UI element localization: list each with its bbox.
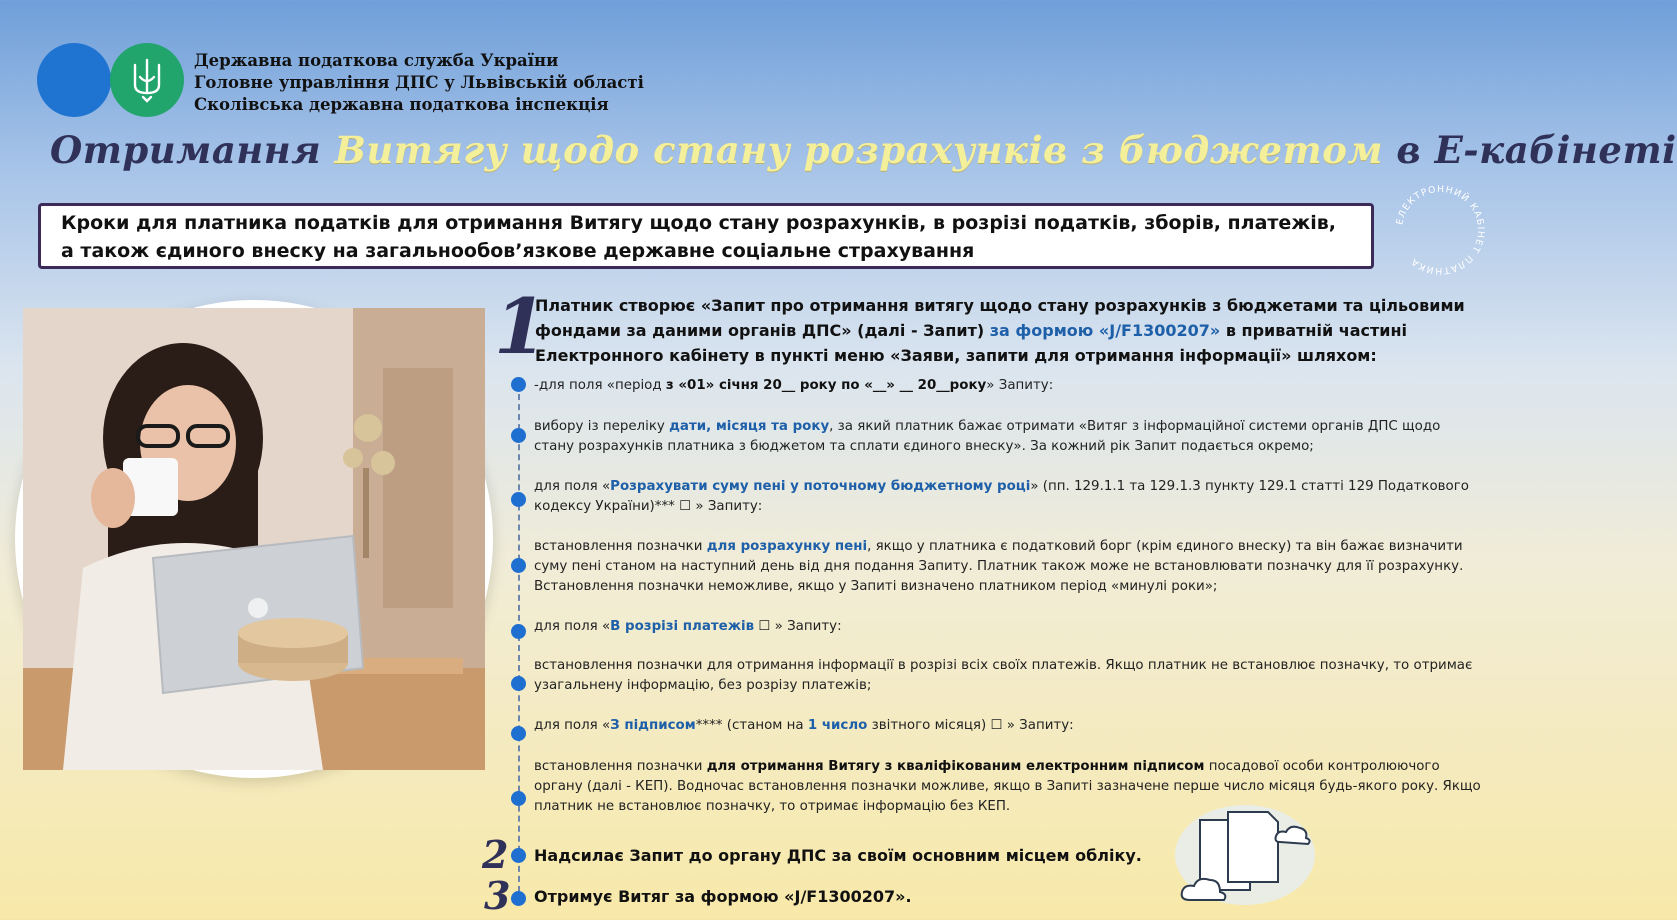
stamp-text: ЕЛЕКТРОННИЙ КАБІНЕТ ПЛАТНИКА bbox=[1394, 183, 1487, 277]
bullet-4-b: для розрахунку пені bbox=[706, 539, 868, 554]
form-link[interactable]: за формою «J/F1300207» bbox=[989, 321, 1221, 340]
step-number-1: 1 bbox=[494, 282, 547, 371]
trident-logo bbox=[110, 43, 184, 117]
timeline-dot bbox=[511, 428, 526, 443]
bullet-signature-mark bbox=[534, 757, 1484, 817]
documents-cloud-icon bbox=[1170, 800, 1320, 910]
bullet-2-c: , за який платник бажає отримати «Витяг з інформаційної системи органів ДПС щодо стану розрахунків платника з бюджетом та сплати єдиного внеску». За кожний рік Запит подається окремо; bbox=[534, 419, 1441, 454]
timeline-dot bbox=[511, 791, 526, 806]
bullet-7-c: **** (станом на bbox=[695, 718, 808, 733]
bullet-5-b: В розрізі платежів bbox=[610, 619, 755, 634]
step-number-2: 2 bbox=[482, 832, 509, 877]
timeline-dot bbox=[511, 848, 526, 863]
bullet-8-a: встановлення позначки bbox=[534, 759, 707, 774]
dps-logo-blue-circle bbox=[37, 43, 111, 117]
e-cabinet-stamp bbox=[1390, 180, 1490, 280]
bullet-signature-field bbox=[534, 716, 1484, 736]
timeline-dot bbox=[511, 377, 526, 392]
bullet-3-b: Розрахувати суму пені у поточному бюджетному році bbox=[610, 479, 1031, 494]
timeline-dot bbox=[511, 558, 526, 573]
step-2-text: Надсилає Запит до органу ДПС за своїм основним місцем обліку. bbox=[534, 846, 1142, 865]
timeline-dot bbox=[511, 676, 526, 691]
bullet-payments-mark: встановлення позначки для отримання інформації в розрізі всіх своїх платежів. Якщо платник не встановлює позначку, то отримає узагальнену інформацію, без розрізу платежів; bbox=[534, 658, 1473, 693]
bullet-5-c: ☐ » Запиту: bbox=[754, 619, 842, 634]
bullet-1-a: -для поля «період bbox=[534, 378, 666, 393]
title-highlight: Витягу щодо стану розрахунків з бюджетом bbox=[334, 128, 1384, 172]
org-line-3: Сколівська державна податкова інспекція bbox=[194, 95, 609, 114]
organization-names bbox=[194, 50, 644, 116]
bullet-4-c: , якщо у платника є податковий борг (крім єдиного внеску) та він бажає визначити суму пені станом на наступний день від дня подання Запиту. Платник також може не встановлювати позначку для її розрахунку. Встановлення позначки неможливе, якщо у Запиті визначено платником період «минулі роки»; bbox=[534, 539, 1464, 594]
bullet-payments-field bbox=[534, 617, 1484, 637]
bullet-period-field bbox=[534, 376, 1484, 396]
bullet-date-select bbox=[534, 417, 1484, 457]
bullet-penalty-field bbox=[534, 477, 1484, 517]
timeline-dot bbox=[511, 624, 526, 639]
step-number-3: 3 bbox=[484, 873, 511, 918]
timeline-dot bbox=[511, 891, 526, 906]
bullet-2-a: вибору із переліку bbox=[534, 419, 670, 434]
bullet-2-b: дати, місяця та року bbox=[669, 419, 830, 434]
org-line-2: Головне управління ДПС у Львівській області bbox=[194, 73, 644, 92]
photo-frame bbox=[15, 300, 493, 778]
subtitle-box: Кроки для платника податків для отримання Витягу щодо стану розрахунків, в розрізі податків, зборів, платежів, а також єдиного внеску на загальнообов’язкове державне соціальне страхування bbox=[38, 203, 1374, 269]
step-1-part-a: Платник створює «Запит про отримання витягу щодо стану розрахунків з бюджетами та цільовими фондами за даними органів ДПС» (далі - Запит) bbox=[535, 296, 1465, 340]
bullet-7-e: звітного місяця) ☐ » Запиту: bbox=[867, 718, 1074, 733]
bullet-8-c: посадової особи контролюючого органу (далі - КЕП). Водночас встановлення позначки можливе, якщо в Запиті зазначене перше число місяця будь-якого року. Якщо платник не встановлює позначку, то отримає інформацію без КЕП. bbox=[534, 759, 1481, 814]
bullet-3-a: для поля « bbox=[534, 479, 611, 494]
bullet-5-a: для поля « bbox=[534, 619, 611, 634]
bullet-7-d: 1 число bbox=[807, 718, 868, 733]
bullet-1-b: з «01» січня 20__ року по «__» __ 20__року bbox=[665, 378, 987, 393]
title-part-1: Отримання bbox=[50, 128, 335, 172]
svg-text:ЕЛЕКТРОННИЙ КАБІНЕТ ПЛАТНИКА bbox=[1394, 184, 1486, 276]
bullet-7-b: З підписом bbox=[610, 718, 696, 733]
org-line-1: Державна податкова служба України bbox=[194, 51, 559, 70]
timeline-dot bbox=[511, 492, 526, 507]
bullet-8-b: для отримання Витягу з кваліфікованим електронним підписом bbox=[706, 759, 1205, 774]
bullet-penalty-mark bbox=[534, 537, 1484, 597]
page-title bbox=[50, 128, 1677, 172]
bullet-7-a: для поля « bbox=[534, 718, 611, 733]
timeline-line bbox=[518, 384, 520, 902]
step-1-text bbox=[535, 293, 1465, 368]
timeline-dot bbox=[511, 726, 526, 741]
step-3-text: Отримує Витяг за формою «J/F1300207». bbox=[534, 887, 912, 906]
bullet-3-c: » (пп. 129.1.1 та 129.1.3 пункту 129.1 статті 129 Податкового кодексу України)*** ☐ » Запиту: bbox=[534, 479, 1469, 514]
trident-icon bbox=[127, 57, 167, 103]
step-1-part-b: в приватній частині Електронного кабінету в пункті меню «Заяви, запити для отримання інформації» шляхом: bbox=[535, 321, 1408, 365]
bullet-1-c: » Запиту: bbox=[986, 378, 1054, 393]
woman-with-laptop-photo bbox=[23, 308, 485, 770]
bullet-4-a: встановлення позначки bbox=[534, 539, 707, 554]
title-part-3: в Е-кабінеті bbox=[1383, 128, 1677, 172]
